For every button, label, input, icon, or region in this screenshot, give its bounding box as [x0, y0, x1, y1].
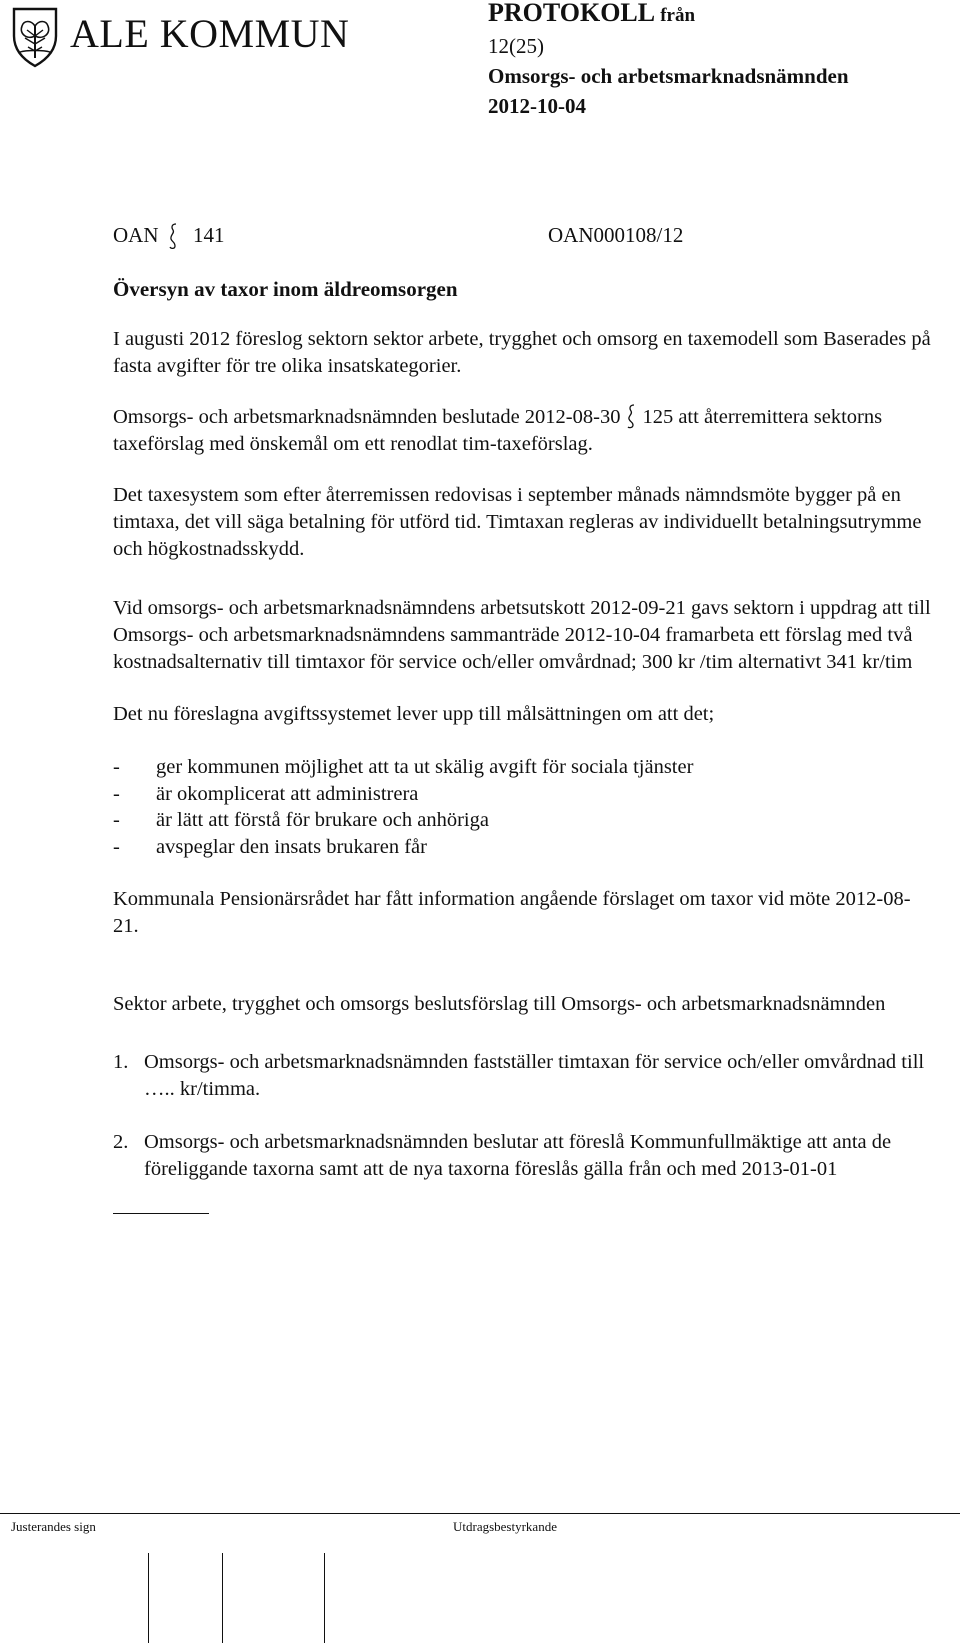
- list-item-text: är lätt att förstå för brukare och anhöriga: [156, 809, 489, 831]
- shield-tree-icon: [10, 6, 60, 68]
- doc-type-suffix: från: [660, 5, 696, 26]
- dash-marker: -: [113, 756, 120, 778]
- footer-divider: [0, 1513, 960, 1514]
- diary-number: OAN000108/12: [548, 223, 684, 247]
- proposal-item: [113, 1129, 933, 1183]
- extract-certification-label: Utdragsbestyrkande: [453, 1519, 557, 1534]
- list-item-text: är okomplicerat att administrera: [156, 782, 419, 805]
- proposal-number: 2.: [113, 1131, 129, 1153]
- paragraph-tax-system: Det taxesystem som efter återremissen redovisas i september månads nämndsmöte bygger på en timtaxa, det vill säga betalning för utförd tid. Timtaxan regleras av individuellt betalningsutrymme och högkostnadsskydd.: [113, 484, 922, 560]
- paragraph-remittance: [113, 403, 933, 458]
- municipality-logo: [8, 6, 378, 66]
- section-title: Översyn av taxor inom äldreomsorgen: [113, 277, 458, 301]
- case-prefix: OAN: [113, 223, 159, 247]
- dash-marker: -: [113, 809, 120, 831]
- paragraph-goals-intro: Det nu föreslagna avgiftssystemet lever upp till målsättningen om att det;: [113, 703, 715, 725]
- proposal-number: 1.: [113, 1051, 129, 1073]
- section-sign-icon: [168, 222, 178, 250]
- page-number: 12(25): [488, 34, 544, 58]
- committee-name: Omsorgs- och arbetsmarknadsnämnden: [488, 64, 849, 88]
- meeting-date: 2012-10-04: [488, 94, 586, 118]
- list-item-text: avspeglar den insats brukaren får: [156, 835, 427, 858]
- dash-marker: -: [113, 782, 120, 805]
- remittance-text-start: Omsorgs- och arbetsmarknadsnämnden beslutade 2012-08-30: [113, 406, 621, 428]
- list-item: [113, 781, 933, 808]
- proposal-text: Omsorgs- och arbetsmarknadsnämnden beslutar att föreslå Kommunfullmäktige att anta de föreliggande taxorna samt att de nya taxorna föreslås gälla från och med 2013-01-01: [144, 1131, 892, 1180]
- signature-footer: [0, 1513, 960, 1643]
- signature-box-divider: [324, 1553, 325, 1643]
- case-number: 141: [193, 223, 225, 247]
- dash-marker: -: [113, 835, 120, 858]
- paragraph-background: I augusti 2012 föreslog sektorn sektor arbete, trygghet och omsorg en taxemodell som Baserades på fasta avgifter för tre olika insatskategorier.: [113, 328, 931, 377]
- doc-type: PROTOKOLL: [488, 0, 654, 27]
- proposal-item: [113, 1049, 933, 1103]
- proposal-list: [113, 1049, 933, 1183]
- paragraph-pensioners-council: Kommunala Pensionärsrådet har fått information angående förslaget om taxor vid möte 2012-08-21.: [113, 888, 911, 937]
- list-item-text: ger kommunen möjlighet att ta ut skälig avgift för sociala tjänster: [156, 756, 694, 778]
- doc-type-line: [488, 0, 948, 29]
- municipality-name: ALE KOMMUN: [70, 11, 350, 56]
- list-item: [113, 834, 933, 861]
- case-line: [113, 220, 933, 250]
- paragraph-proposal-intro: Sektor arbete, trygghet och omsorgs beslutsförslag till Omsorgs- och arbetsmarknadsnämnden: [113, 993, 886, 1015]
- list-item: [113, 807, 933, 834]
- signature-box-divider: [222, 1553, 223, 1643]
- signature-box-divider: [148, 1553, 149, 1643]
- signature-label: Justerandes sign: [11, 1519, 96, 1534]
- goals-list: [113, 754, 933, 860]
- end-divider: [113, 1213, 209, 1214]
- remittance-text-end: 125 att återremittera sektorns taxeförslag med önskemål om ett renodlat tim-taxeförslag.: [113, 406, 883, 455]
- proposal-text: Omsorgs- och arbetsmarknadsnämnden fastställer timtaxan för service och/eller omvårdnad till ….. kr/timma.: [144, 1051, 925, 1100]
- document-body: [113, 220, 933, 1214]
- paragraph-working-committee: Vid omsorgs- och arbetsmarknadsnämndens arbetsutskott 2012-09-21 gavs sektorn i uppdrag att till Omsorgs- och arbetsmarknadsnämndens sammanträde 2012-10-04 framarbeta ett förslag med två kostnadsalternativ till timtaxor för service och/eller omvårdnad; 300 kr /tim alternativt 341 kr/tim: [113, 597, 931, 673]
- section-sign-icon: [626, 403, 636, 429]
- document-header: [488, 0, 948, 121]
- list-item: [113, 754, 933, 781]
